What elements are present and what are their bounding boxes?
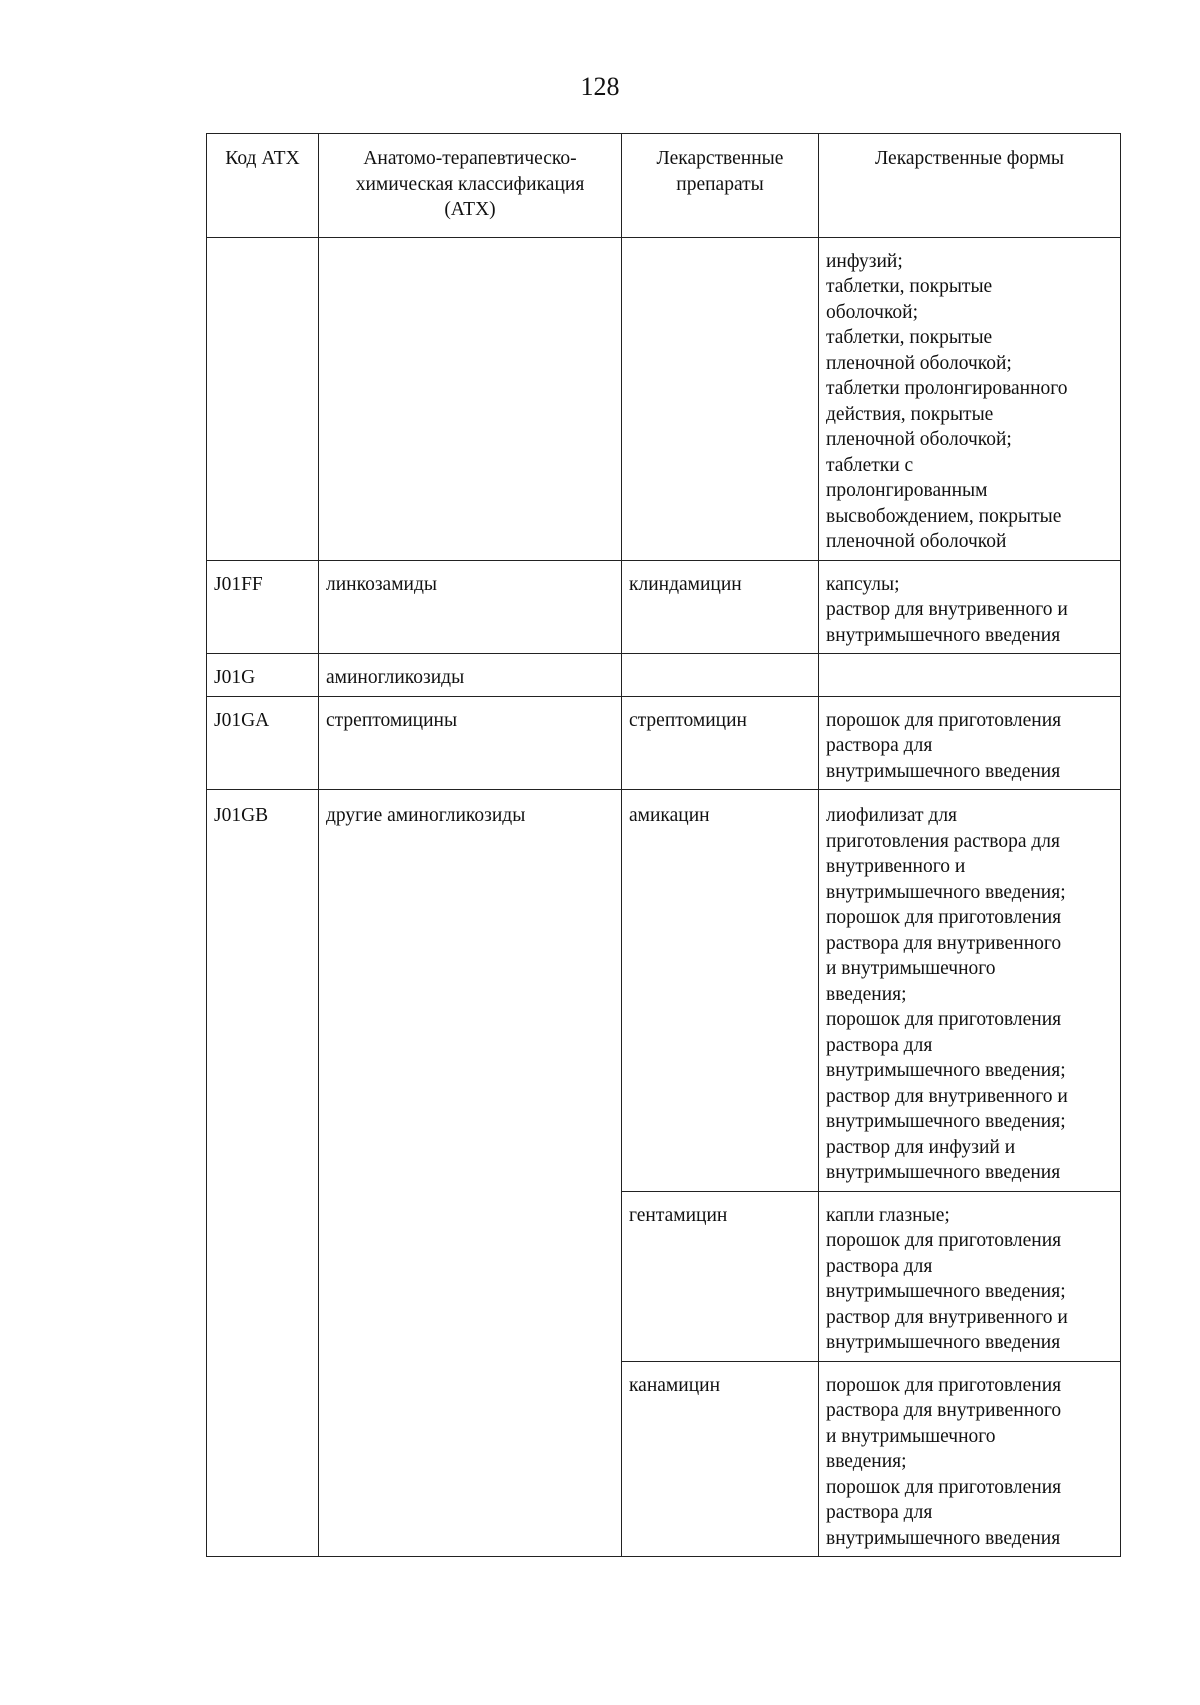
form-line: порошок для приготовления: [826, 1230, 1062, 1251]
form-line: раствор для внутривенного и: [826, 599, 1068, 620]
form-line: пленочной оболочкой: [826, 531, 1007, 552]
form-line: порошок для приготовления: [826, 1476, 1062, 1498]
cell-forms: [819, 1361, 1121, 1557]
header-forms-label: Лекарственные формы: [874, 148, 1065, 169]
form-line: раствора для: [826, 1255, 933, 1277]
cell-forms: [819, 237, 1121, 560]
header-classification-line: (АТХ): [444, 199, 496, 220]
form-line: лиофилизат для: [826, 805, 958, 826]
form-line: раствор для внутривенного и: [826, 1085, 1068, 1107]
table-row: [207, 790, 1121, 1192]
table-header-row: [207, 134, 1121, 238]
cell-code: [207, 237, 319, 560]
header-code-label: Код АТХ: [225, 148, 300, 169]
form-line: внутримышечного введения: [826, 760, 1061, 782]
form-line: внутримышечного введения;: [826, 1281, 1066, 1302]
cell-classification: линкозамиды: [319, 560, 622, 654]
atc-drug-table: [206, 133, 1121, 1557]
cell-classification: аминогликозиды: [319, 654, 622, 697]
form-line: внутримышечного введения: [826, 1527, 1061, 1549]
header-classification-line: Анатомо-терапевтическо-: [363, 148, 577, 169]
cell-drug: стрептомицин: [622, 696, 819, 790]
form-line: раствора для внутривенного: [826, 1400, 1062, 1421]
cell-code: J01FF: [207, 560, 319, 654]
form-line: внутримышечного введения: [826, 624, 1061, 646]
form-line: таблетки пролонгированного: [826, 378, 1068, 399]
form-line: введения;: [826, 983, 907, 1005]
header-forms: [819, 134, 1121, 238]
form-line: внутримышечного введения: [826, 1332, 1061, 1353]
cell-code: J01G: [207, 654, 319, 697]
table-row: [207, 560, 1121, 654]
header-drugs: [622, 134, 819, 238]
form-line: действия, покрытые: [826, 403, 994, 425]
form-line: раствора для: [826, 1502, 933, 1523]
cell-drug: амикацин: [622, 790, 819, 1192]
form-line: внутривенного и: [826, 856, 966, 877]
cell-code: J01GA: [207, 696, 319, 790]
form-line: таблетки, покрытые: [826, 327, 993, 348]
header-drugs-line: Лекарственные: [656, 148, 784, 169]
form-line: раствора для: [826, 1034, 933, 1056]
form-line: порошок для приготовления: [826, 1374, 1062, 1396]
table-row: [207, 237, 1121, 560]
form-line: порошок для приготовления: [826, 907, 1062, 928]
form-line: порошок для приготовления: [826, 709, 1062, 731]
cell-forms: [819, 790, 1121, 1192]
form-line: порошок для приготовления: [826, 1009, 1062, 1030]
form-line: пленочной оболочкой;: [826, 429, 1012, 450]
cell-code: J01GB: [207, 790, 319, 1557]
form-line: пролонгированным: [826, 480, 988, 501]
form-line: инфузий;: [826, 250, 903, 272]
cell-forms: [819, 696, 1121, 790]
cell-drug: клиндамицин: [622, 560, 819, 654]
cell-classification: другие аминогликозиды: [319, 790, 622, 1557]
form-line: пленочной оболочкой;: [826, 352, 1012, 374]
table-row: [207, 696, 1121, 790]
form-line: раствора для внутривенного: [826, 932, 1062, 954]
form-line: раствор для инфузий и: [826, 1136, 1016, 1158]
cell-classification: стрептомицины: [319, 696, 622, 790]
cell-drug: гентамицин: [622, 1191, 819, 1361]
form-line: внутримышечного введения: [826, 1162, 1061, 1183]
table-row: [207, 654, 1121, 697]
form-line: раствора для: [826, 735, 933, 756]
form-line: таблетки, покрытые: [826, 276, 993, 297]
cell-drug: [622, 237, 819, 560]
cell-forms: [819, 1191, 1121, 1361]
form-line: оболочкой;: [826, 301, 919, 323]
form-line: и внутримышечного: [826, 1425, 996, 1447]
cell-classification: [319, 237, 622, 560]
form-line: таблетки с: [826, 454, 914, 476]
form-line: приготовления раствора для: [826, 830, 1060, 852]
header-drugs-line: препараты: [676, 173, 764, 195]
form-line: внутримышечного введения;: [826, 881, 1066, 903]
header-code: [207, 134, 319, 238]
header-classification: [319, 134, 622, 238]
form-line: внутримышечного введения;: [826, 1060, 1066, 1081]
header-classification-line: химическая классификация: [355, 173, 585, 195]
cell-forms: [819, 560, 1121, 654]
form-line: раствор для внутривенного и: [826, 1306, 1068, 1328]
form-line: и внутримышечного: [826, 958, 996, 979]
form-line: капсулы;: [826, 573, 900, 595]
page-number: 128: [580, 72, 620, 101]
form-line: введения;: [826, 1451, 907, 1472]
form-line: высвобождением, покрытые: [826, 505, 1062, 527]
cell-drug: канамицин: [622, 1361, 819, 1557]
cell-forms: [819, 654, 1121, 697]
form-line: внутримышечного введения;: [826, 1111, 1066, 1132]
form-line: капли глазные;: [826, 1204, 950, 1226]
cell-drug: [622, 654, 819, 697]
